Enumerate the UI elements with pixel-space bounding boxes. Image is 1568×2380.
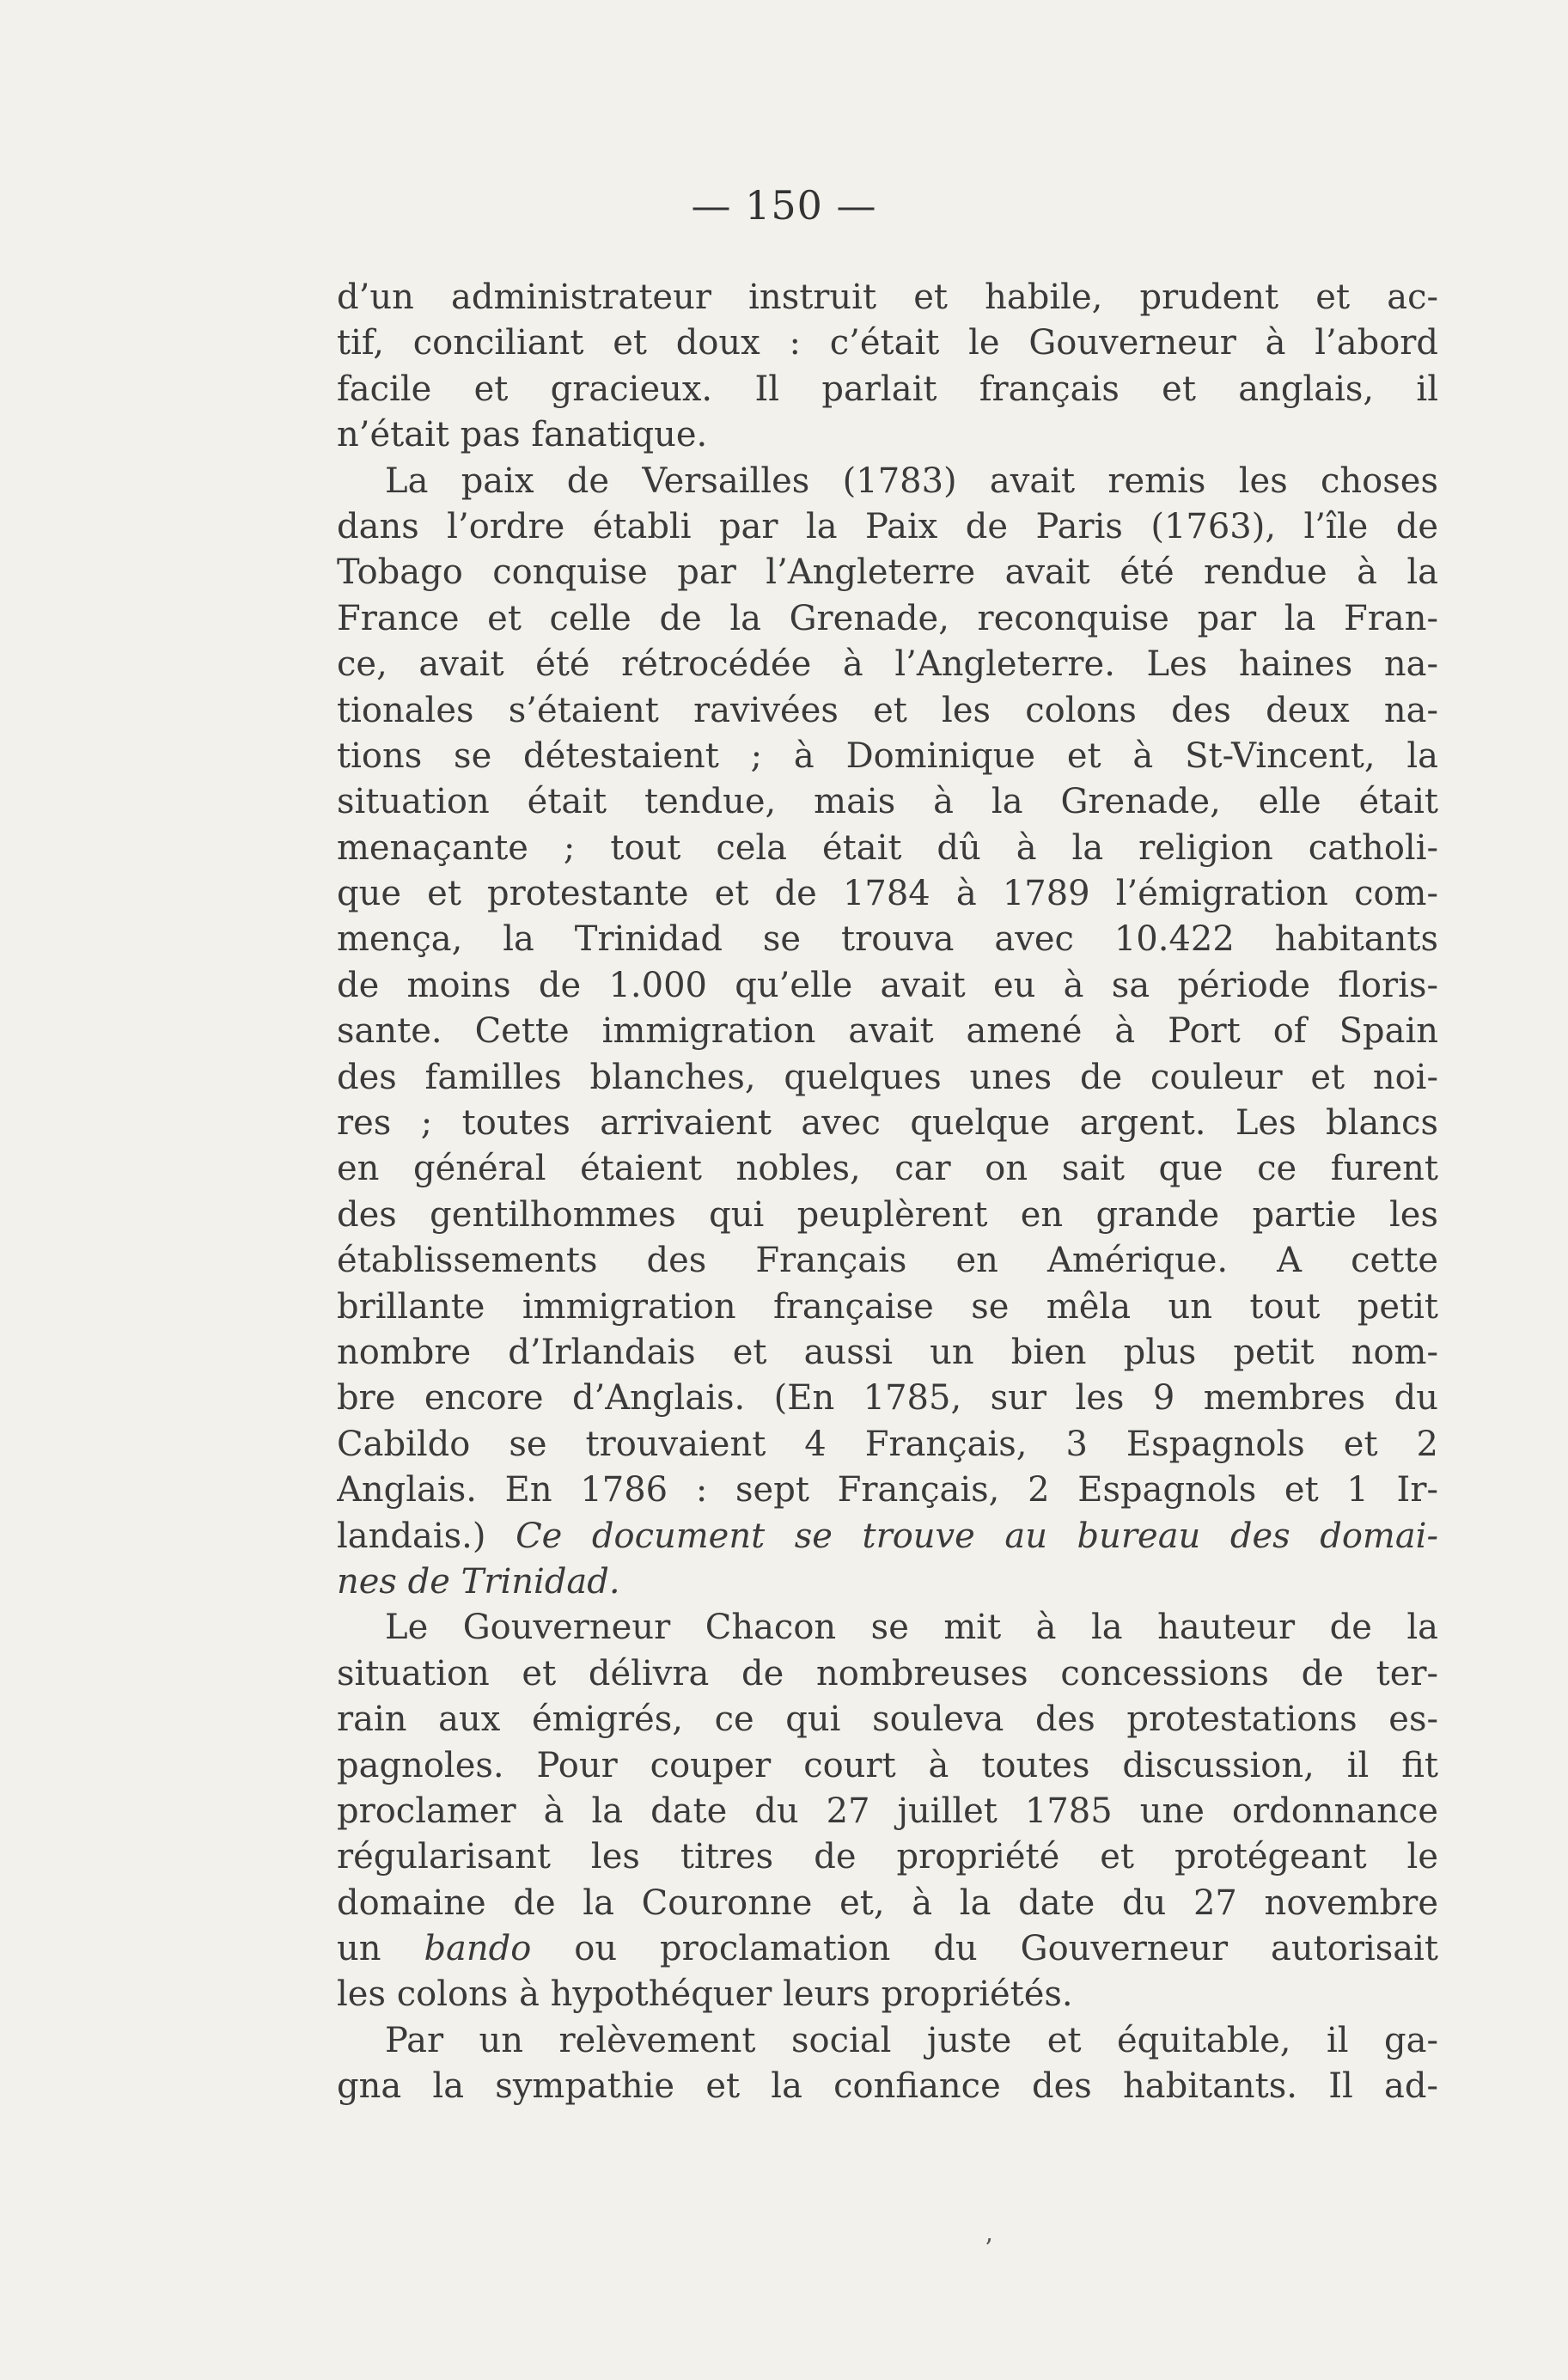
line-text: établissements des Français en Amérique. A cette	[337, 1241, 1438, 1281]
line-text: Anglais. En 1786 : sept Français, 2 Espagnols et 1 Ir-	[337, 1470, 1438, 1510]
line-tail: ou proclamation du Gouverneur autorisait	[531, 1929, 1438, 1969]
text-line	[337, 412, 1438, 458]
line-text: de moins de 1.000 qu’elle avait eu à sa période floris-	[337, 965, 1438, 1005]
line-text: res ; toutes arrivaient avec quelque argent. Les blancs	[337, 1103, 1438, 1144]
text-line	[337, 642, 1438, 687]
line-text: gna la sympathie et la confiance des habitants. Il ad-	[337, 2066, 1438, 2107]
line-text: menaçante ; tout cela était dû à la religion catholi-	[337, 827, 1438, 868]
line-text: La paix de Versailles (1783) avait remis les choses	[385, 461, 1438, 501]
text-line	[337, 1514, 1438, 1559]
text-line	[337, 275, 1438, 320]
text-line	[337, 1376, 1438, 1421]
line-text: d’un administrateur instruit et habile, prudent et ac-	[337, 278, 1438, 317]
text-line	[337, 734, 1438, 779]
text-line	[337, 1330, 1438, 1376]
text-line	[337, 1972, 1438, 2017]
text-line	[337, 504, 1438, 550]
text-line	[337, 963, 1438, 1009]
line-text: un	[337, 1929, 424, 1969]
line-text: nombre d’Irlandais et aussi un bien plus petit nom-	[337, 1332, 1438, 1372]
text-line	[337, 1559, 1438, 1605]
text-line	[337, 1422, 1438, 1468]
text-line	[337, 1238, 1438, 1284]
text-line	[337, 1009, 1438, 1054]
text-line	[337, 1101, 1438, 1146]
text-line	[337, 596, 1438, 642]
line-italic: nes de Trinidad.	[337, 1561, 620, 1602]
line-text: France et celle de la Grenade, reconquise par la Fran-	[337, 598, 1438, 638]
line-text: bre encore d’Anglais. (En 1785, sur les 9 membres du	[337, 1378, 1438, 1419]
text-line	[337, 779, 1438, 825]
line-text: landais.)	[337, 1516, 516, 1556]
line-text: Cabildo se trouvaient 4 Français, 3 Espagnols et 2	[337, 1424, 1438, 1464]
text-line	[337, 1834, 1438, 1880]
line-text: proclamer à la date du 27 juillet 1785 une ordonnance	[337, 1791, 1438, 1831]
text-line	[337, 826, 1438, 871]
line-text: tionales s’étaient ravivées et les colons des deux na-	[337, 690, 1438, 730]
text-line	[337, 1743, 1438, 1789]
line-text: pagnoles. Pour couper court à toutes discussion, il fit	[337, 1745, 1438, 1785]
line-text: des familles blanches, quelques unes de couleur et noi-	[337, 1057, 1438, 1097]
stray-mark: ’	[985, 2234, 993, 2264]
line-text: Par un relèvement social juste et équitable, il ga-	[385, 2020, 1438, 2060]
line-text: ce, avait été rétrocédée à l’Angleterre. Les haines na-	[337, 644, 1438, 685]
line-text: situation et délivra de nombreuses concessions de ter-	[337, 1653, 1438, 1693]
text-line	[337, 1055, 1438, 1101]
page-number: — 150 —	[691, 182, 877, 229]
text-line	[337, 2018, 1438, 2064]
line-text: tif, conciliant et doux : c’était le Gouverneur à l’abord	[337, 323, 1438, 363]
line-text: des gentilhommes qui peuplèrent en grande partie les	[337, 1194, 1438, 1235]
text-line	[337, 1651, 1438, 1697]
body-text	[337, 275, 1438, 2110]
line-text: mença, la Trinidad se trouva avec 10.422 habitants	[337, 919, 1438, 960]
text-line	[337, 1193, 1438, 1238]
text-line	[337, 1881, 1438, 1926]
line-text: que et protestante et de 1784 à 1789 l’émigration com-	[337, 874, 1438, 914]
text-line	[337, 1789, 1438, 1834]
line-italic: Ce document se trouve au bureau des domai-	[516, 1516, 1438, 1556]
text-line	[337, 320, 1438, 366]
line-text: régularisant les titres de propriété et protégeant le	[337, 1837, 1438, 1877]
text-line	[337, 2064, 1438, 2109]
text-line	[337, 871, 1438, 917]
line-text: n’était pas fanatique.	[337, 415, 708, 455]
line-text: situation était tendue, mais à la Grenade, elle était	[337, 782, 1438, 822]
line-text: sante. Cette immigration avait amené à Port of Spain	[337, 1011, 1438, 1052]
text-line	[337, 1926, 1438, 1972]
text-line	[337, 1146, 1438, 1192]
line-text: domaine de la Couronne et, à la date du 27 novembre	[337, 1883, 1438, 1923]
text-line	[337, 1697, 1438, 1742]
line-text: facile et gracieux. Il parlait français et anglais, il	[337, 369, 1438, 409]
line-italic: bando	[424, 1929, 532, 1969]
line-text: brillante immigration française se mêla un tout petit	[337, 1286, 1438, 1327]
line-text: Tobago conquise par l’Angleterre avait été rendue à la	[337, 552, 1438, 593]
text-line	[337, 688, 1438, 734]
line-text: tions se détestaient ; à Dominique et à St-Vincent, la	[337, 735, 1438, 776]
text-line	[337, 1285, 1438, 1330]
line-text: rain aux émigrés, ce qui souleva des protestations es-	[337, 1700, 1438, 1740]
text-line	[337, 550, 1438, 595]
text-line	[337, 1605, 1438, 1651]
text-line	[337, 367, 1438, 412]
text-line	[337, 459, 1438, 504]
text-line	[337, 1468, 1438, 1513]
text-line	[337, 917, 1438, 962]
line-text: Le Gouverneur Chacon se mit à la hauteur de la	[385, 1608, 1438, 1648]
line-text: dans l’ordre établi par la Paix de Paris (1763), l’île de	[337, 506, 1438, 546]
line-text: en général étaient nobles, car on sait que ce furent	[337, 1149, 1438, 1189]
line-text: les colons à hypothéquer leurs propriétés.	[337, 1974, 1073, 2015]
